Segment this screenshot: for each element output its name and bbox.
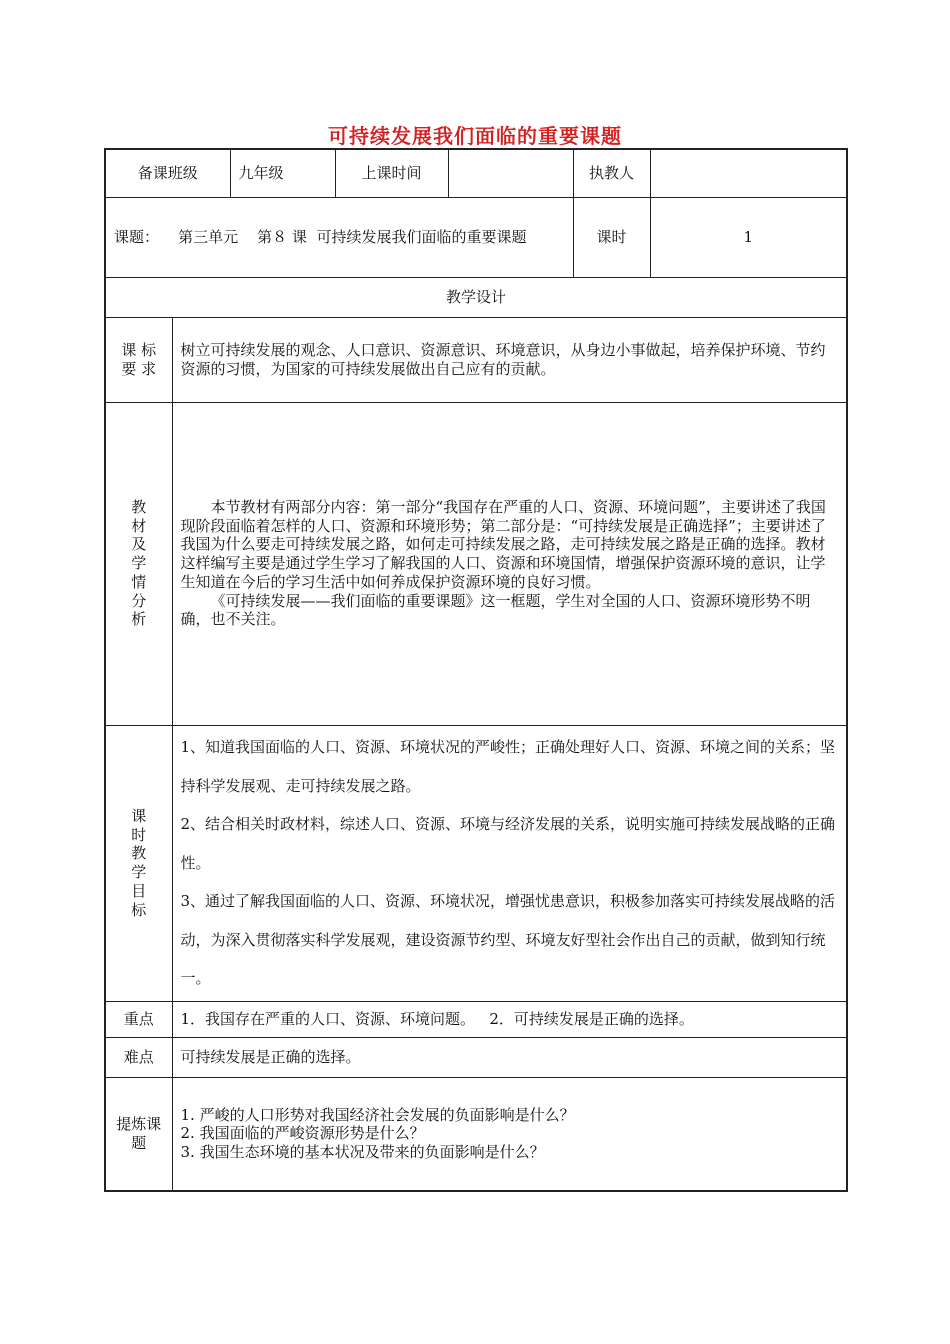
analysis-label-char: 教 [131,497,147,516]
questions-row [105,1077,847,1191]
questions-label-line2: 题 [131,1133,147,1152]
teacher-value [650,149,847,197]
objectives-label-char: 标 [131,900,147,919]
teacher-label: 执教人 [573,149,650,197]
key-point-row [105,1001,847,1037]
analysis-label-char: 学 [131,554,147,573]
difficulty-label: 难点 [105,1037,172,1077]
standard-text: 树立可持续发展的观念、人口意识、资源意识、环境意识，从身边小事做起，培养保护环境、节约资源的习惯，为国家的可持续发展做出自己应有的贡献。 [172,317,847,402]
design-heading-row [105,277,847,317]
analysis-label-char: 析 [131,610,147,629]
analysis-label-char: 情 [131,572,147,591]
standard-label-line1: 课 标 [121,340,157,359]
questions-label-line1: 提炼课 [116,1115,162,1133]
objectives-label-char: 课 [131,806,147,825]
key-point-text: 1．我国存在严重的人口、资源、环境问题。 2．可持续发展是正确的选择。 [172,1001,847,1037]
analysis-paragraph-1: 本节教材有两部分内容：第一部分“我国存在严重的人口、资源、环境问题”，主要讲述了我国现阶段面临着怎样的人口、资源和环境形势；第二部分是：“可持续发展是正确选择”；主要讲述了我国为什么要走可持续发展之路，如何走可持续发展之路，走可持续发展之路是正确的选择。教材这样编写主要是通过学生学习了解我国的人口、资源和环境国情，增强保护资源环境的意识，让学生知道在今后的学习生活中如何养成保护资源环境的良好习惯。 [180,497,826,591]
analysis-text [172,402,847,725]
analysis-row [105,402,847,725]
topic-text: 课题： 第三单元 第８ 课 可持续发展我们面临的重要课题 [105,197,573,277]
hours-label: 课时 [573,197,650,277]
difficulty-row [105,1037,847,1077]
objectives-label-char: 学 [131,863,147,881]
questions-label [105,1077,172,1191]
question-item: 1. 严峻的人口形势对我国经济社会发展的负面影响是什么？ [180,1105,575,1124]
analysis-paragraph-2: 《可持续发展——我们面临的重要课题》这一框题，学生对全国的人口、资源环境形势不明确，也不关注。 [180,591,811,629]
objectives-label-char: 目 [131,881,147,900]
objectives-label [105,725,172,1001]
objectives-label-char: 时 [131,825,147,844]
class-label: 备课班级 [105,149,230,197]
analysis-label-char: 材 [131,516,147,535]
hours-value: 1 [650,197,847,277]
time-value [448,149,573,197]
header-row [105,149,847,197]
objectives-row [105,725,847,1001]
objectives-label-char: 教 [131,844,147,863]
document-title: 可持续发展我们面临的重要课题 [328,124,622,148]
standard-label [105,317,172,402]
topic-row [105,197,847,277]
lesson-plan-table [104,148,848,1192]
class-value: 九年级 [230,149,335,197]
difficulty-text: 可持续发展是正确的选择。 [172,1037,847,1077]
time-label: 上课时间 [335,149,448,197]
question-item: 3. 我国生态环境的基本状况及带来的负面影响是什么？ [180,1143,545,1162]
analysis-label [105,402,172,725]
question-item: 2. 我国面临的严峻资源形势是什么？ [180,1124,425,1143]
objective-item: 1、知道我国面临的人口、资源、环境状况的严峻性；正确处理好人口、资源、环境之间的关系；坚持科学发展观、走可持续发展之路。 [180,738,836,795]
analysis-label-char: 及 [131,535,147,554]
key-point-label: 重点 [105,1001,172,1037]
objective-item: 3、通过了解我国面临的人口、资源、环境状况，增强忧患意识，积极参加落实可持续发展战略的活动，为深入贯彻落实科学发展观，建设资源节约型、环境友好型社会作出自己的贡献，做到知行统一。 [180,892,836,988]
design-heading: 教学设计 [105,277,847,317]
questions-list [172,1077,847,1191]
objectives-text [172,725,847,1001]
standard-row [105,317,847,402]
standard-label-line2: 要 求 [121,359,157,378]
objective-item: 2、结合相关时政材料，综述人口、资源、环境与经济发展的关系，说明实施可持续发展战略的正确性。 [180,815,836,872]
analysis-label-char: 分 [131,591,147,610]
